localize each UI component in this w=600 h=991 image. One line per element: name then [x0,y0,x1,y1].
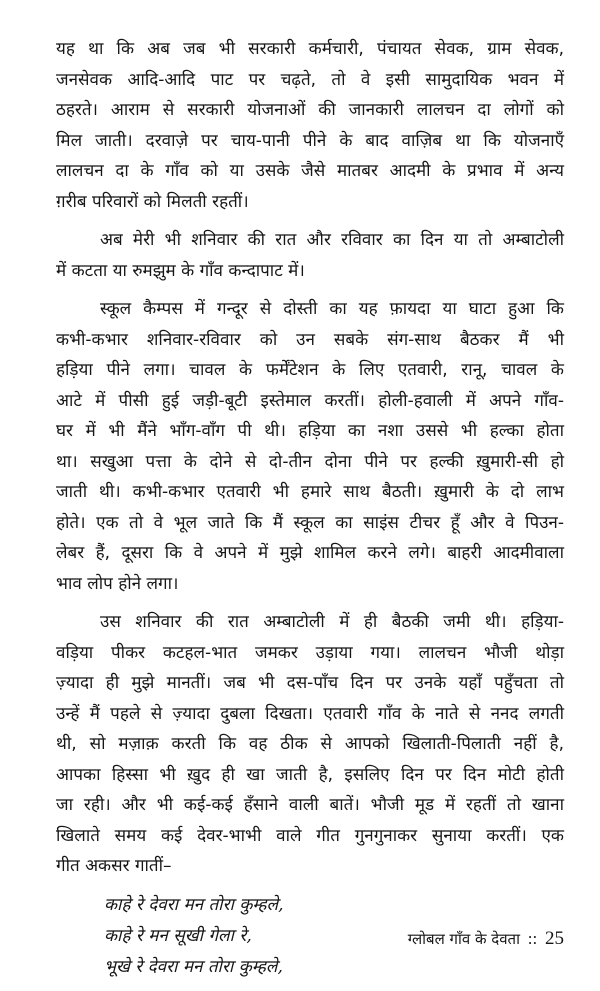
text-line: आटे में पीसी हुई जड़ी-बूटी इस्तेमाल करतीं। होली-हवाली में अपने गाँव- [56,390,564,411]
text-line: उस शनिवार की रात अम्बाटोली में ही बैठकी जमी थी। हड़िया- [100,612,564,632]
page-body [56,34,564,983]
paragraph-1 [56,34,564,217]
verse-line: भूखे रे देवरा मन तोरा कुम्हले, [104,956,283,977]
text-line: होते। एक तो वे भूल जाते कि मैं स्कूल का साइंस टीचर हूँ और वे पिउन- [56,512,564,533]
text-line: अब मेरी भी शनिवार की रात और रविवार का दिन या तो अम्बाटोली [100,230,564,250]
running-title: ग्लोबल गाँव के देवता [407,930,520,948]
verse-line: काहे रे देवरा मन तोरा कुम्हले, [104,894,284,915]
text-line: जनसेवक आदि-आदि पाट पर चढ़ते, तो वे इसी सामुदायिक भवन में [56,69,564,90]
text-line: था। सखुआ पत्ता के दोने से दो-तीन दोना पीने पर हल्की ख़ुमारी-सी हो [56,451,564,472]
page-number: 25 [545,928,564,949]
footer-separator: :: [527,929,538,948]
text-line: जा रही। और भी कई-कई हँसाने वाली बातें। भौजी मूड में रहतीं तो खाना [56,795,564,815]
paragraph-3 [56,294,564,599]
text-line: मिल जाती। दरवाज़े पर चाय-पानी पीने के बाद वाज़िब था कि योजनाएँ [56,130,564,151]
paragraph-2 [56,225,564,286]
text-line: उन्हें मैं पहले से ज़्यादा दुबला दिखता। एतवारी गाँव के नाते से ननद लगती [56,703,564,724]
text-line: जाती थी। कभी-कभार एतवारी भी हमारे साथ बैठती। ख़ुमारी के दो लाभ [56,482,564,502]
text-line: खिलाते समय कई देवर-भाभी वाले गीत गुनगुनाकर सुनाया करतीं। एक [56,825,564,846]
text-line: हड़िया पीने लगा। चावल के फर्मेंटेशन के लिए एतवारी, रानू, चावल के [56,360,564,380]
text-line: कभी-कभार शनिवार-रविवार को उन सबके संग-साथ बैठकर मैं भी [56,329,564,350]
text-line: घर में भी मैंने भाँग-वाँग पी थी। हड़िया का नशा उससे भी हल्का होता [56,421,564,441]
text-line: में कटता या रुमझुम के गाँव कन्दापाट में। [56,260,305,281]
text-line: ग़रीब परिवारों को मिलती रहतीं। [56,191,249,212]
page-footer [408,928,564,950]
verse-line: काहे रे मन सूखी गेला रे, [104,925,252,946]
text-line: लालचन दा के गाँव को या उसके जैसे मातबर आदमी के प्रभाव में अन्य [56,161,564,181]
text-line: भाव लोप होने लगा। [56,573,179,594]
text-line: स्कूल कैम्पस में गन्दूर से दोस्ती का यह फ़ायदा या घाटा हुआ कि [100,299,564,319]
text-line: लेबर हैं, दूसरा कि वे अपने में मुझे शामिल करने लगे। बाहरी आदमीवाला [56,543,564,563]
text-line: ज़्यादा ही मुझे मानतीं। जब भी दस-पाँच दिन पर उनके यहाँ पहुँचता तो [56,673,564,693]
paragraph-4 [56,607,564,882]
text-line: गीत अकसर गातीं– [56,856,172,876]
text-line: थी, सो मज़ाक़ करती कि वह ठीक से आपको खिलाती-पिलाती नहीं है, [56,734,564,754]
text-line: ठहरते। आराम से सरकारी योजनाओं की जानकारी लालचन दा लोगों को [56,100,564,120]
text-line: यह था कि अब जब भी सरकारी कर्मचारी, पंचायत सेवक, ग्राम सेवक, [56,39,564,59]
text-line: आपका हिस्सा भी ख़ुद ही खा जाती है, इसलिए दिन पर दिन मोटी होती [56,764,564,785]
text-line: वड़िया पीकर कटहल-भात जमकर उड़ाया गया। लालचन भौजी थोड़ा [56,642,564,663]
